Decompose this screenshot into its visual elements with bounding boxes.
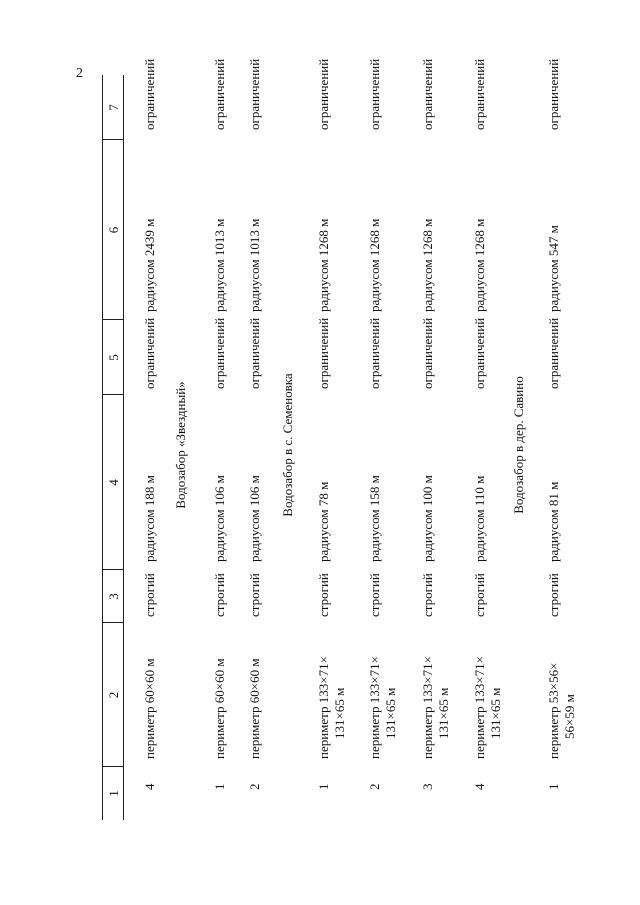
column-header: 3 [106, 593, 121, 600]
table-cell: ограничений [546, 317, 561, 389]
table-cell: строгий [316, 573, 331, 617]
group-heading: Водозабор «Звездный» [173, 381, 188, 509]
table-cell: радиусом 1268 м [367, 218, 382, 312]
table-cell: 4 [142, 783, 157, 790]
table-cell: радиусом 158 м [367, 475, 382, 562]
table-cell: радиусом 110 м [472, 475, 487, 562]
table-cell: радиусом 1268 м [420, 218, 435, 312]
table-cell: ограничений [546, 58, 561, 130]
table-cell: ограничений [212, 58, 227, 130]
table-cell: радиусом 1268 м [472, 218, 487, 312]
table-cell: 3 [420, 783, 435, 790]
table-cell: 131×65 м [383, 687, 398, 739]
table-cell: 2 [367, 783, 382, 790]
table-cell: ограничений [367, 317, 382, 389]
table-cell: строгий [212, 573, 227, 617]
column-header: 5 [106, 354, 121, 361]
table-cell: 1 [546, 783, 561, 790]
table-cell: периметр 133×71× [472, 656, 487, 759]
table-cell: радиусом 2439 м [142, 218, 157, 312]
table-cell: периметр 53×56× [546, 662, 561, 759]
table-cell: ограничений [367, 58, 382, 130]
column-header: 6 [106, 226, 121, 234]
header-bottom-rule [123, 75, 124, 820]
table-cell: ограничений [420, 58, 435, 130]
page-number: 2 [76, 66, 83, 81]
column-header: 4 [106, 479, 121, 486]
column-header: 7 [106, 104, 121, 111]
table-cell: радиусом 1013 м [212, 218, 227, 312]
table-cell: радиусом 188 м [142, 475, 157, 562]
table-cell: радиусом 78 м [316, 481, 331, 562]
table-cell: строгий [247, 573, 262, 617]
table-cell: строгий [367, 573, 382, 617]
table-cell: 131×65 м [436, 687, 451, 739]
table-cell: строгий [546, 573, 561, 617]
table-cell: радиусом 1268 м [316, 218, 331, 312]
table-cell: 1 [316, 783, 331, 790]
column-header: 1 [106, 790, 121, 797]
table-cell: ограничений [316, 317, 331, 389]
table-cell: радиусом 81 м [546, 481, 561, 562]
table-cell: радиусом 106 м [247, 475, 262, 562]
table-cell: 1 [212, 783, 227, 790]
group-heading: Водозабор в с. Семеновка [280, 373, 295, 517]
table-cell: строгий [420, 573, 435, 617]
table-cell: 56×59 м [562, 694, 577, 739]
table-cell: 131×65 м [488, 687, 503, 739]
table-top-rule [102, 75, 103, 820]
table-cell: ограничений [142, 317, 157, 389]
table-cell: ограничений [247, 58, 262, 130]
table-cell: 4 [472, 783, 487, 790]
table-cell: ограничений [472, 58, 487, 130]
table-cell: периметр 60×60 м [247, 658, 262, 759]
group-heading: Водозабор в дер. Савино [511, 376, 526, 514]
table-cell: периметр 60×60 м [212, 658, 227, 759]
table-cell: периметр 133×71× [367, 656, 382, 759]
table-cell: 131×65 м [332, 687, 347, 739]
table-cell: ограничений [247, 317, 262, 389]
column-header: 2 [106, 691, 121, 699]
table-cell: ограничений [142, 58, 157, 130]
table-cell: ограничений [316, 58, 331, 130]
table-cell: периметр 60×60 м [142, 658, 157, 759]
table-cell: периметр 133×71× [420, 656, 435, 759]
table-cell: радиусом 100 м [420, 475, 435, 562]
table-cell: радиусом 106 м [212, 475, 227, 562]
table-cell: ограничений [472, 317, 487, 389]
table-cell: строгий [142, 573, 157, 617]
table-cell: периметр 133×71× [316, 656, 331, 759]
table-cell: строгий [472, 573, 487, 617]
table-cell: 2 [247, 783, 262, 790]
table-cell: радиусом 547 м [546, 225, 561, 312]
table-cell: ограничений [212, 317, 227, 389]
table-cell: радиусом 1013 м [247, 218, 262, 312]
table-cell: ограничений [420, 317, 435, 389]
